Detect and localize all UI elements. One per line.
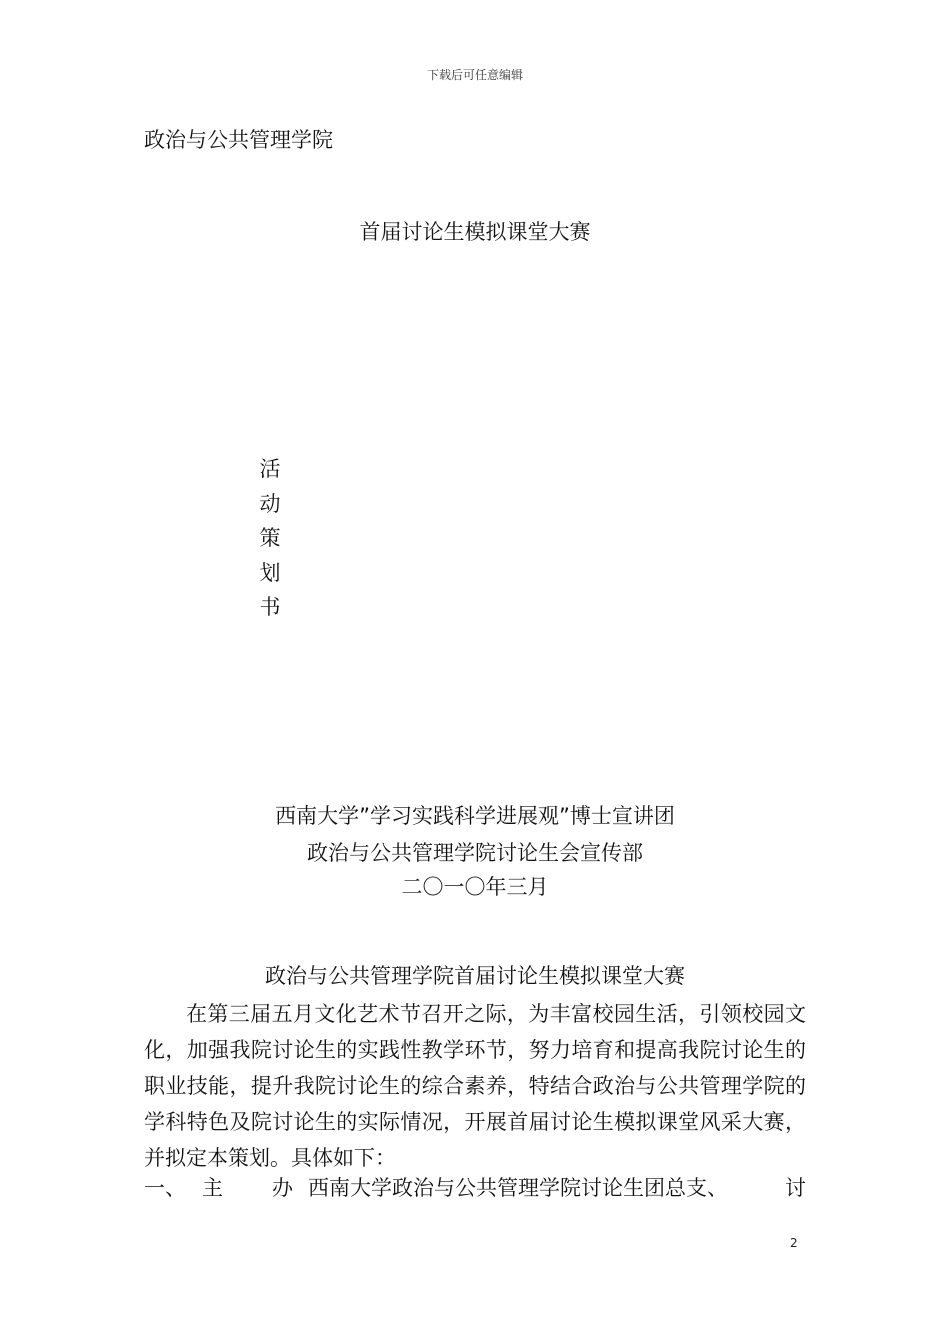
college-name: 政治与公共管理学院	[144, 128, 333, 152]
vertical-char: 策	[259, 526, 281, 550]
item-number: 一、	[144, 1176, 186, 1200]
page-number: 2	[790, 1236, 798, 1250]
intro-paragraph: 在第三届五月文化艺术节召开之际，为丰富校园生活，引领校园文化，加强我院讨论生的实践性教学环节，努力培育和提高我院讨论生的职业技能，提升我院讨论生的综合素养，特结合政治与公共管理学院的学科特色及院讨论生的实际情况，开展首届讨论生模拟课堂风采大赛，并拟定本策划。具体如下：	[144, 1002, 806, 1170]
vertical-title	[255, 452, 285, 625]
item-value: 西南大学政治与公共管理学院讨论生团总支、	[308, 1176, 728, 1200]
item-label-a: 主	[202, 1176, 223, 1200]
vertical-char: 书	[259, 595, 281, 619]
section-title: 政治与公共管理学院首届讨论生模拟课堂大赛	[265, 964, 685, 988]
vertical-char: 动	[259, 491, 281, 516]
contest-title: 首届讨论生模拟课堂大赛	[359, 220, 591, 244]
list-item-organizer	[144, 1172, 806, 1202]
header-note: 下载后可任意编辑	[426, 68, 523, 82]
organizer-line-2: 政治与公共管理学院讨论生会宣传部	[307, 841, 643, 865]
organizer-line-1: 西南大学”学习实践科学进展观”博士宣讲团	[275, 804, 675, 828]
vertical-char: 划	[259, 560, 281, 585]
item-value-tail: 讨	[785, 1176, 806, 1200]
vertical-char: 活	[259, 457, 281, 481]
organizer-date: 二〇一〇年三月	[401, 875, 549, 899]
item-label-b: 办	[272, 1176, 293, 1200]
